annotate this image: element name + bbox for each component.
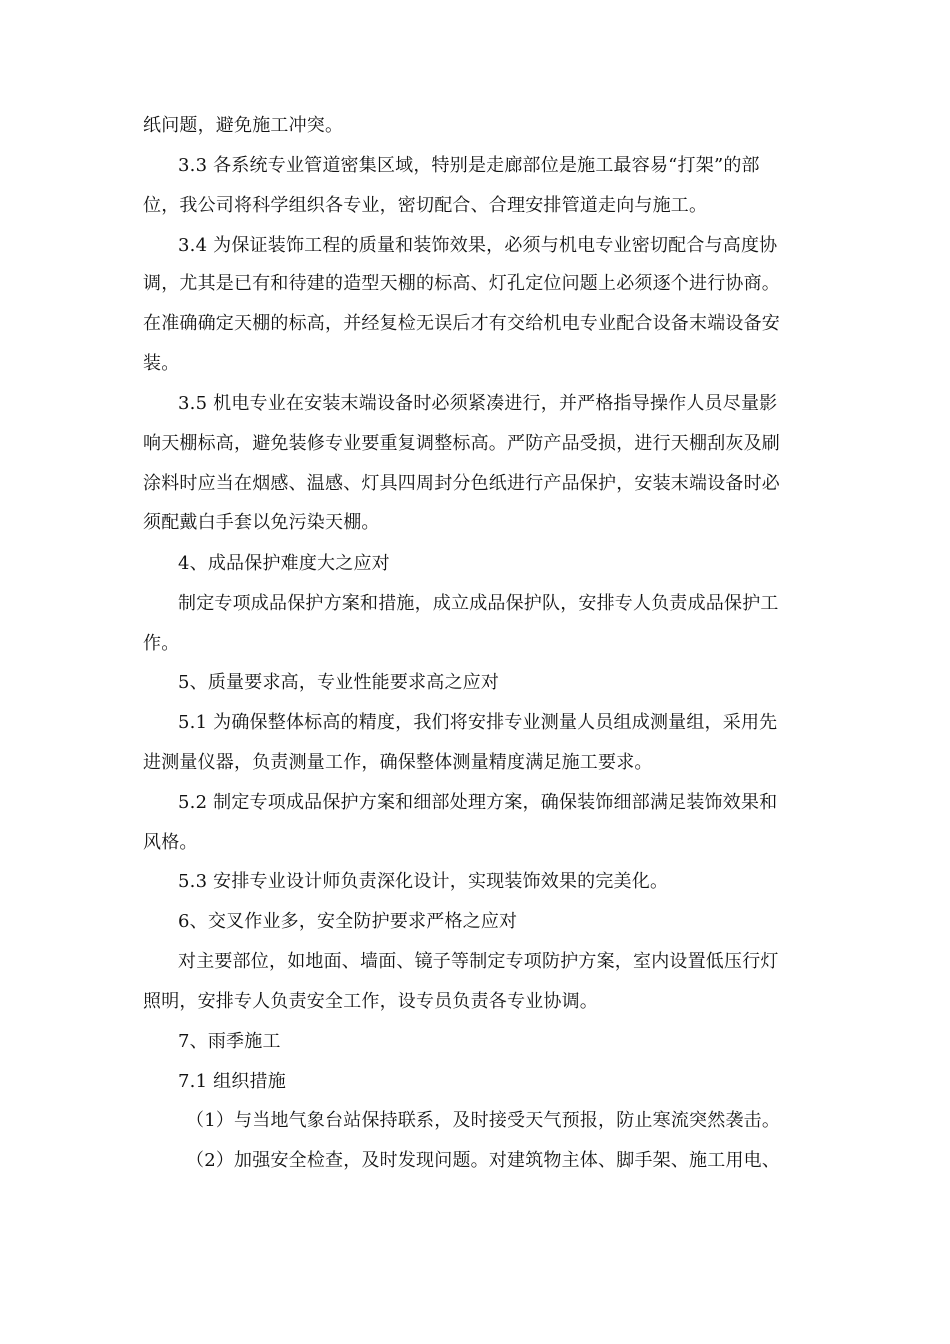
text-line: 作。 <box>143 633 180 654</box>
text-line: 5.2 制定专项成品保护方案和细部处理方案，确保装饰细部满足装饰效果和 <box>178 792 778 813</box>
text-line: 3.3 各系统专业管道密集区域，特别是走廊部位是施工最容易“打架”的部 <box>178 155 760 176</box>
text-line: 5.1 为确保整体标高的精度，我们将安排专业测量人员组成测量组，采用先 <box>178 712 778 733</box>
text-line: 3.4 为保证装饰工程的质量和装饰效果，必须与机电专业密切配合与高度协 <box>178 235 778 256</box>
text-line: 纸问题，避免施工冲突。 <box>143 115 344 136</box>
text-line: 在准确确定天棚的标高，并经复检无误后才有交给机电专业配合设备末端设备安 <box>143 313 780 334</box>
section-heading: 5、质量要求高，专业性能要求高之应对 <box>178 672 500 693</box>
section-heading: 4、成品保护难度大之应对 <box>178 553 390 574</box>
text-line: 对主要部位，如地面、墙面、镜子等制定专项防护方案，室内设置低压行灯 <box>178 951 779 972</box>
text-line: 风格。 <box>143 832 198 853</box>
text-line: 位，我公司将科学组织各专业，密切配合、合理安排管道走向与施工。 <box>143 195 708 216</box>
text-line: 3.5 机电专业在安装末端设备时必须紧凑进行，并严格指导操作人员尽量影 <box>178 393 778 414</box>
text-line: 装。 <box>143 353 180 374</box>
text-line: 响天棚标高，避免装修专业要重复调整标高。严防产品受损，进行天棚刮灰及刷 <box>143 433 780 454</box>
subsection-heading: 7.1 组织措施 <box>178 1071 286 1092</box>
text-line: 须配戴白手套以免污染天棚。 <box>143 512 380 533</box>
list-item: （1）与当地气象台站保持联系，及时接受天气预报，防止寒流突然袭击。 <box>186 1110 781 1131</box>
text-line: 制定专项成品保护方案和措施，成立成品保护队，安排专人负责成品保护工 <box>178 593 779 614</box>
text-line: 进测量仪器，负责测量工作，确保整体测量精度满足施工要求。 <box>143 752 653 773</box>
text-line: 照明，安排专人负责安全工作，设专员负责各专业协调。 <box>143 991 598 1012</box>
text-line: 调，尤其是已有和待建的造型天棚的标高、灯孔定位问题上必须逐个进行协商。 <box>143 273 780 294</box>
text-line: 涂料时应当在烟感、温感、灯具四周封分色纸进行产品保护，安装末端设备时必 <box>143 473 780 494</box>
text-line: 5.3 安排专业设计师负责深化设计，实现装饰效果的完美化。 <box>178 871 669 892</box>
list-item: （2）加强安全检查，及时发现问题。对建筑物主体、脚手架、施工用电、 <box>186 1150 781 1171</box>
section-heading: 7、雨季施工 <box>178 1031 281 1052</box>
section-heading: 6、交叉作业多，安全防护要求严格之应对 <box>178 911 518 932</box>
